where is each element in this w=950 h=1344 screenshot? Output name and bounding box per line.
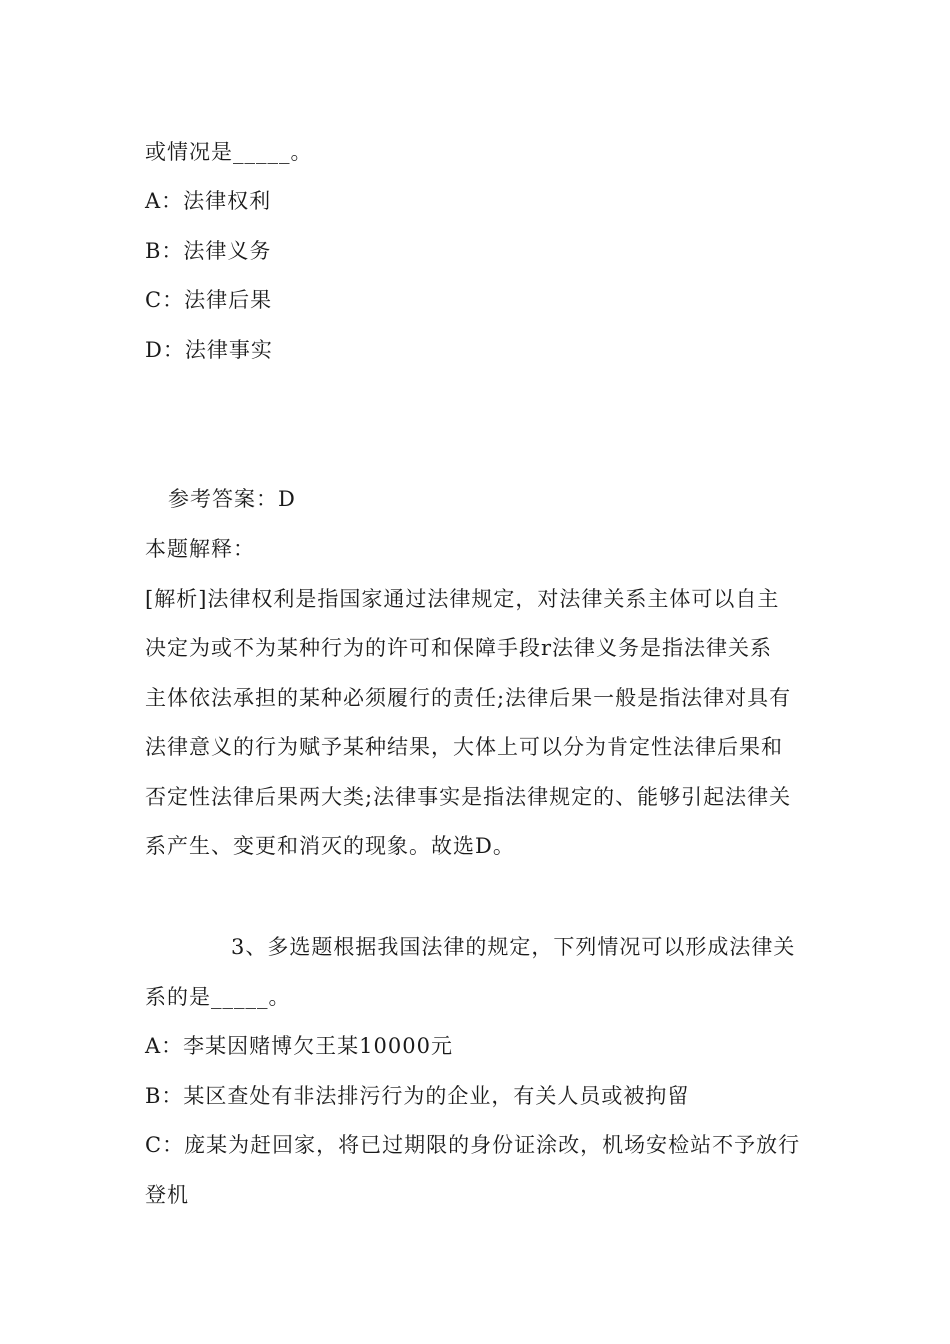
q3-stem-line2: 系的是_____。 bbox=[145, 985, 291, 1009]
q2-explanation-line: 主体依法承担的某种必须履行的责任;法律后果一般是指法律对具有 bbox=[145, 686, 792, 710]
q3-option-c-wrap: 登机 bbox=[145, 1183, 189, 1207]
q3-option-c: C：庞某为赶回家，将已过期限的身份证涂改，机场安检站不予放行 bbox=[145, 1133, 801, 1157]
q2-option-b: B：法律义务 bbox=[145, 239, 272, 263]
q2-answer: 参考答案：D bbox=[168, 487, 296, 511]
q2-explanation-line: 法律意义的行为赋予某种结果，大体上可以分为肯定性法律后果和 bbox=[145, 735, 783, 759]
q2-explanation-line: 系产生、变更和消灭的现象。故选D。 bbox=[145, 834, 515, 858]
q3-option-b: B：某区查处有非法排污行为的企业，有关人员或被拘留 bbox=[145, 1084, 690, 1108]
q2-stem-tail: 或情况是_____。 bbox=[145, 140, 313, 164]
q3-option-a: A：李某因赌博欠王某10000元 bbox=[145, 1034, 453, 1058]
q2-explanation-line: [解析]法律权利是指国家通过法律规定，对法律关系主体可以自主 bbox=[145, 587, 780, 611]
q2-explanation-line: 否定性法律后果两大类;法律事实是指法律规定的、能够引起法律关 bbox=[145, 785, 792, 809]
q2-explanation-heading: 本题解释： bbox=[145, 537, 255, 561]
q3-stem-line1: 3、多选题根据我国法律的规定，下列情况可以形成法律关 bbox=[231, 935, 796, 959]
q2-option-d: D：法律事实 bbox=[145, 338, 273, 362]
q2-explanation-line: 决定为或不为某种行为的许可和保障手段r法律义务是指法律关系 bbox=[145, 636, 773, 660]
q2-option-c: C：法律后果 bbox=[145, 288, 273, 312]
q2-option-a: A：法律权利 bbox=[145, 189, 272, 213]
